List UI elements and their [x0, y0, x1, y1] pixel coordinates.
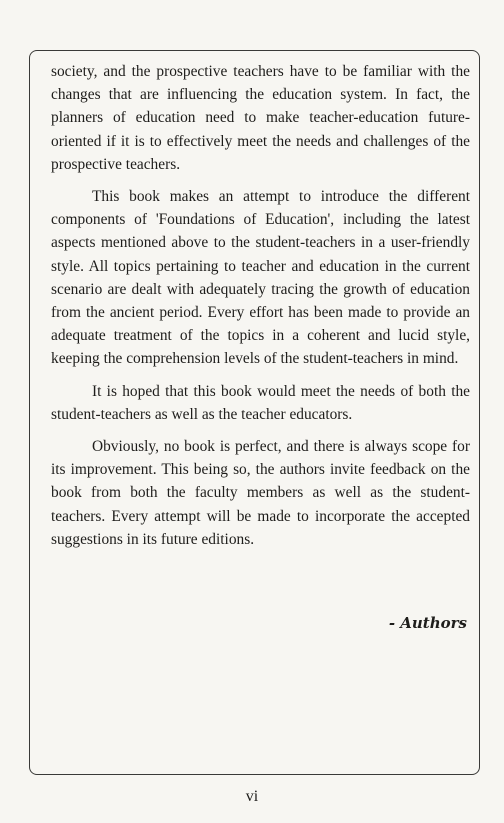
paragraph-2: This book makes an attempt to introduce the different components of 'Foundations of Education', including the latest aspects mentioned above to the student-teachers in a user-friendly style. All topics pertaining to teacher and education in the current scenario are dealt with adequately tracing the growth of education from the ancient period. Every effort has been made to provide an adequate treatment of the topics in a coherent and lucid style, keeping the comprehension levels of the student-teachers in mind.	[51, 188, 470, 368]
paragraph-3: It is hoped that this book would meet the needs of both the student-teachers as well as the teacher educators.	[51, 382, 470, 423]
authors-signature: - Authors	[388, 614, 467, 632]
paragraph-4: Obviously, no book is perfect, and there is always scope for its improvement. This being so, the authors invite feedback on the book from both the faculty members as well as the student-teachers. Every attempt will be made to incorporate the accepted suggestions in its future editions.	[51, 438, 470, 548]
page-number: vi	[245, 788, 259, 805]
paragraph-1: society, and the prospective teachers have to be familiar with the changes that are influencing the education system. In fact, the planners of education need to make teacher-education future-oriented if it is to effectively meet the needs and challenges of the prospective teachers.	[51, 63, 470, 173]
preface-body	[51, 60, 470, 560]
